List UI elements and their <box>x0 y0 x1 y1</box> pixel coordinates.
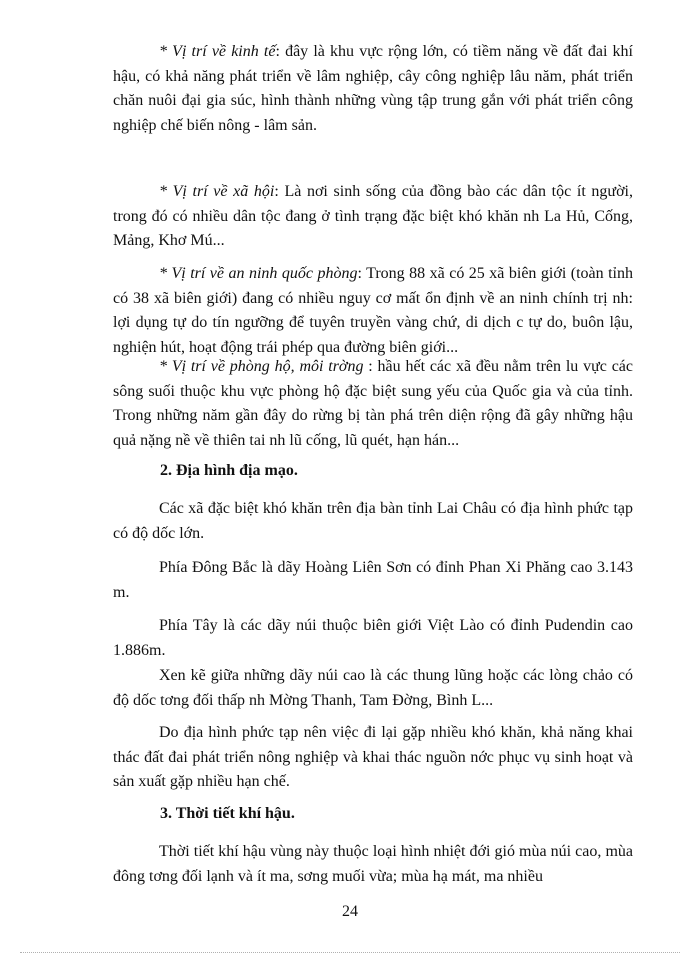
paragraph-terrain-intro: Các xã đặc biệt khó khăn trên địa bàn tỉnh Lai Châu có địa hình phức tạp có độ dốc lớn. <box>113 500 633 542</box>
paragraph-lead: * Vị trí về xã hội <box>159 183 275 200</box>
page-number: 24 <box>342 903 358 920</box>
paragraph-west: Phía Tây là các dãy núi thuộc biên giới Việt Lào có đỉnh Pudendin cao 1.886m. <box>113 617 633 659</box>
paragraph-lead: * Vị trí về phòng hộ, môi trờng <box>159 358 364 375</box>
paragraph-valleys: Xen kẽ giữa những dãy núi cao là các thung lũng hoặc các lòng chảo có độ dốc tơng đối thấp nh Mờng Thanh, Tam Đờng, Bình L... <box>113 667 633 709</box>
paragraph-lead: * Vị trí về an ninh quốc phòng <box>159 265 358 282</box>
page-bottom-divider <box>20 952 680 953</box>
paragraph-text: : đây là khu vực rộng lớn, có tiềm năng về đất đai khí hậu, có khả năng phát triển về lâm nghiệp, cây công nghiệp lâu năm, phát triển chăn nuôi đại gia súc, hình thành những vùng tập trung gắn với phát triển công nghiệp chế biến nông - lâm sản. <box>113 43 633 134</box>
paragraph-transport: Do địa hình phức tạp nên việc đi lại gặp nhiều khó khăn, khả năng khai thác đất đai phát triển nông nghiệp và khai thác nguồn nớc phục vụ sinh hoạt và sản xuất gặp nhiều hạn chế. <box>113 724 633 790</box>
paragraph-social-position <box>113 180 633 254</box>
section-heading-climate: 3. Thời tiết khí hậu. <box>160 805 295 822</box>
paragraph-climate: Thời tiết khí hậu vùng này thuộc loại hình nhiệt đới gió mùa núi cao, mùa đông tơng đối lạnh và ít ma, sơng muối vừa; mùa hạ mát, ma nhiều <box>113 843 633 885</box>
paragraph-text: : Là nơi sinh sống của đồng bào các dân tộc ít người, trong đó có nhiều dân tộc đang ở tình trạng đặc biệt khó khăn nh La Hủ, Cống, Mảng, Khơ Mú... <box>113 183 633 249</box>
paragraph-lead: * Vị trí về kinh tế <box>159 43 276 60</box>
paragraph-text: : Trong 88 xã có 25 xã biên giới (toàn tỉnh có 38 xã biên giới) đang có nhiều nguy cơ mất ổn định về an ninh chính trị nh: lợi dụng tự do tín ngưỡng để tuyên truyền vàng chứ, di dịch c tự do, buôn lậu, nghiện hút, hoạt động trái phép qua đường biên giới... <box>113 265 633 356</box>
paragraph-economic-position <box>113 40 633 138</box>
section-heading-terrain: 2. Địa hình địa mạo. <box>160 462 298 479</box>
paragraph-environment-position <box>113 355 633 453</box>
paragraph-text: : hầu hết các xã đều nằm trên lu vực các sông suối thuộc khu vực phòng hộ đặc biệt sung yếu của Quốc gia và của tỉnh. Trong những năm gần đây do rừng bị tàn phá trên diện rộng đã gây những hậu quả nặng nề về thiên tai nh lũ cống, lũ quét, hạn hán... <box>113 358 634 449</box>
paragraph-northeast: Phía Đông Bắc là dãy Hoàng Liên Sơn có đỉnh Phan Xi Phăng cao 3.143 m. <box>113 559 633 601</box>
paragraph-security-position <box>113 262 633 360</box>
